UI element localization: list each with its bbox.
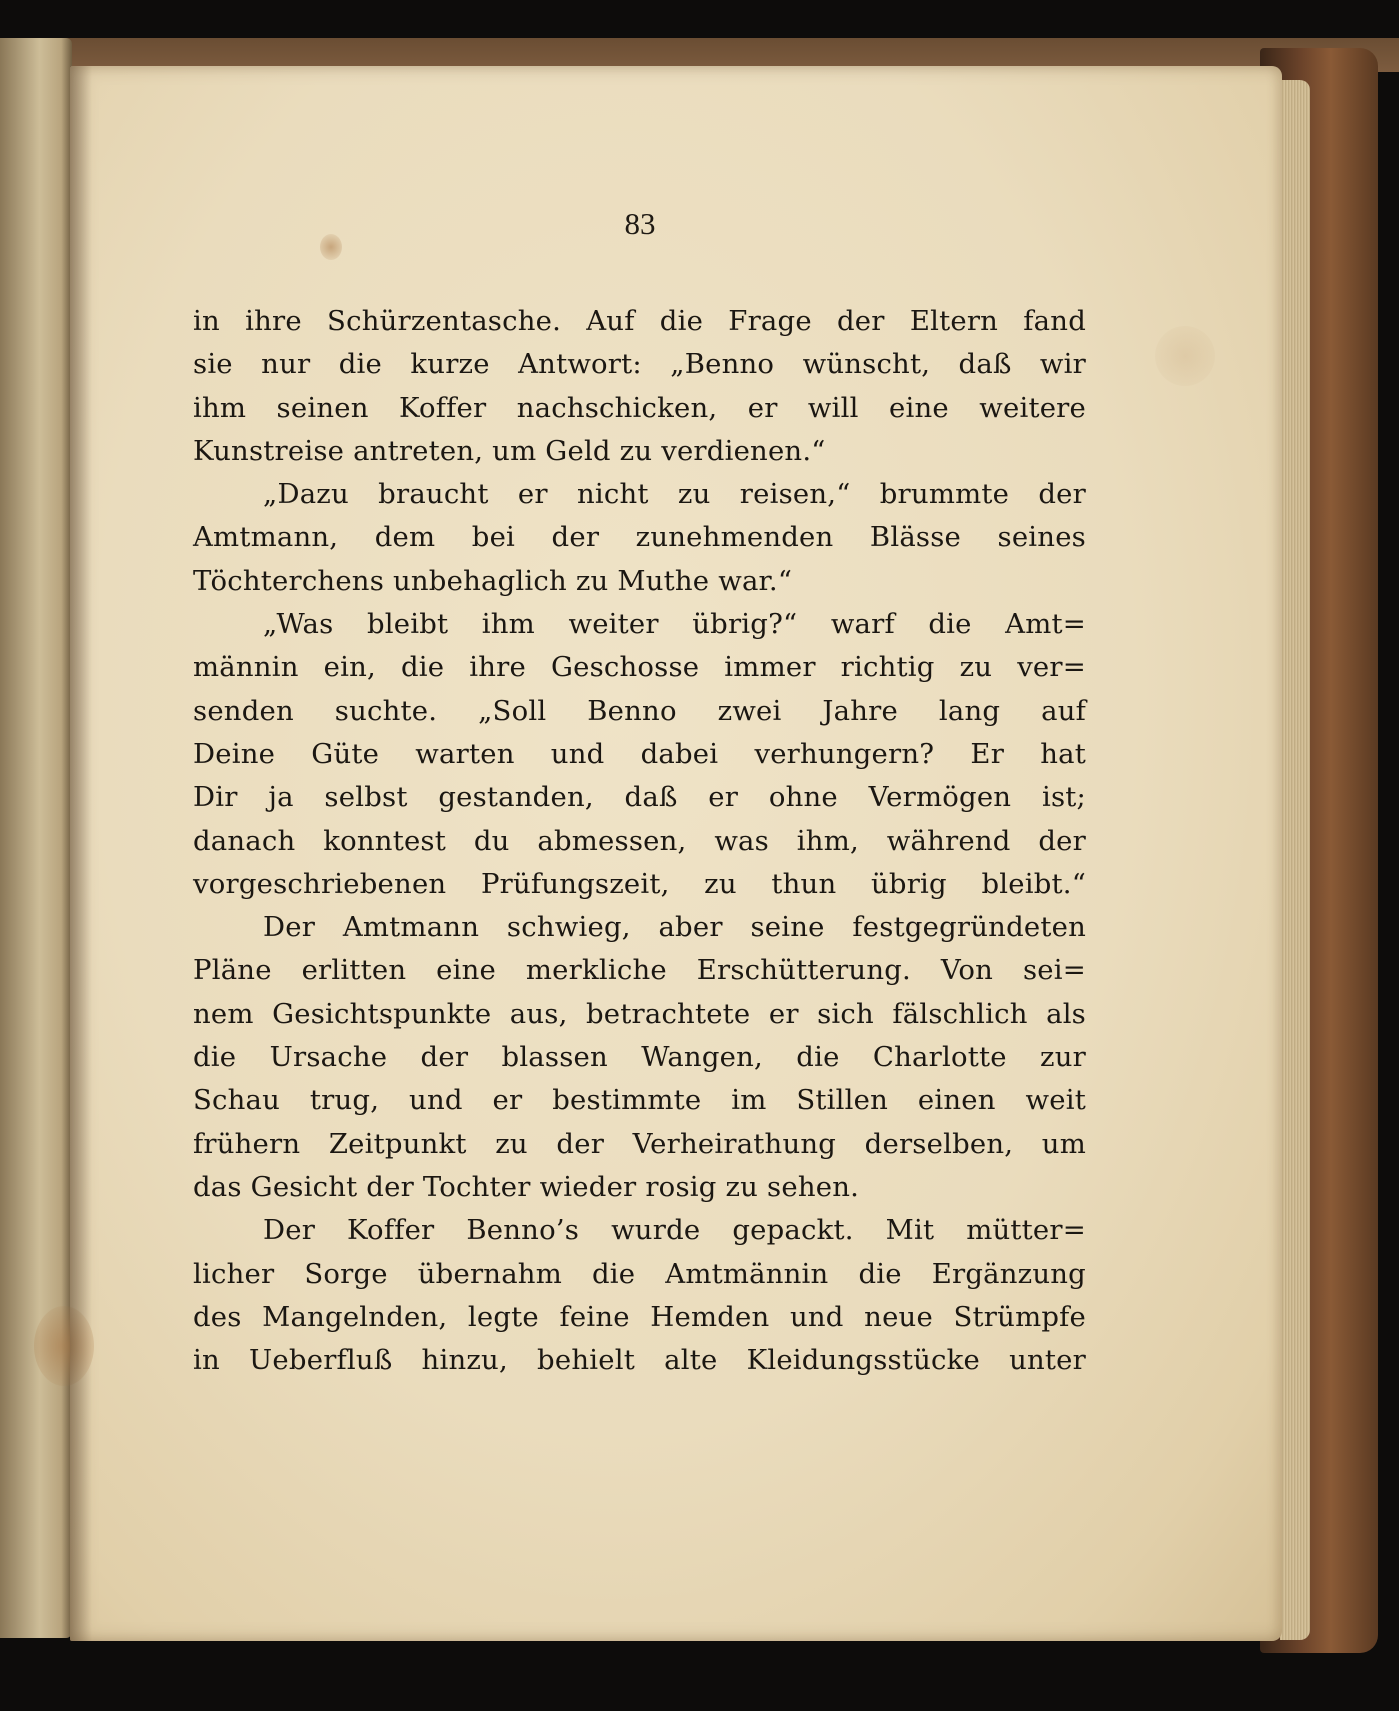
text-line: die Ursache der blassen Wangen, die Charlotte zur [193,1041,1086,1074]
text-line: Töchterchens unbehaglich zu Muthe war.“ [193,564,793,597]
text-line: des Mangelnden, legte feine Hemden und neue Strümpfe [193,1300,1086,1333]
stain-margin [1155,326,1215,386]
left-page-edge [0,38,72,1638]
text-line: ihm seinen Koffer nachschicken, er will eine weitere [193,391,1086,424]
text-line: „Dazu braucht er nicht zu reisen,“ brummte der [263,478,1086,511]
text-line: Der Amtmann schwieg, aber seine festgegründeten [263,911,1086,944]
gutter-shadow [70,66,92,1641]
text-line: in ihre Schürzentasche. Auf die Frage der Eltern fand [193,305,1086,337]
text-line: senden suchte. „Soll Benno zwei Jahre lang auf [193,694,1086,727]
text-line: männin ein, die ihre Geschosse immer richtig zu ver= [193,651,1086,684]
text-line: Schau trug, und er bestimmte im Stillen einen weit [193,1084,1086,1117]
text-line: „Was bleibt ihm weiter übrig?“ warf die Amt= [263,608,1086,641]
text-line: Kunstreise antreten, um Geld zu verdienen.“ [193,434,826,467]
text-line: sie nur die kurze Antwort: „Benno wünscht, daß wir [193,348,1086,381]
text-line: Pläne erlitten eine merkliche Erschütterung. Von sei= [193,954,1086,987]
text-line: Dir ja selbst gestanden, daß er ohne Vermögen ist; [193,781,1086,814]
text-line: danach konntest du abmessen, was ihm, während der [193,824,1086,857]
text-line: Amtmann, dem bei der zunehmenden Blässe seines [193,521,1086,554]
text-line: licher Sorge übernahm die Amtmännin die Ergänzung [193,1257,1086,1290]
text-line: das Gesicht der Tochter wieder rosig zu sehen. [193,1170,860,1203]
text-line: nem Gesichtspunkte aus, betrachtete er sich fälschlich als [193,997,1086,1030]
text-line: in Ueberfluß hinzu, behielt alte Kleidungsstücke unter [193,1344,1086,1377]
body-text [193,300,1086,1382]
page-stack-edge [1280,80,1310,1640]
stain-top [320,234,342,260]
text-line: Deine Güte warten und dabei verhungern? Er hat [193,737,1086,770]
text-line: frühern Zeitpunkt zu der Verheirathung derselben, um [193,1127,1086,1160]
text-line: Der Koffer Benno’s wurde gepackt. Mit mütter= [263,1214,1086,1247]
page-number: 83 [624,206,656,241]
text-line: vorgeschriebenen Prüfungszeit, zu thun übrig bleibt.“ [193,867,1086,900]
